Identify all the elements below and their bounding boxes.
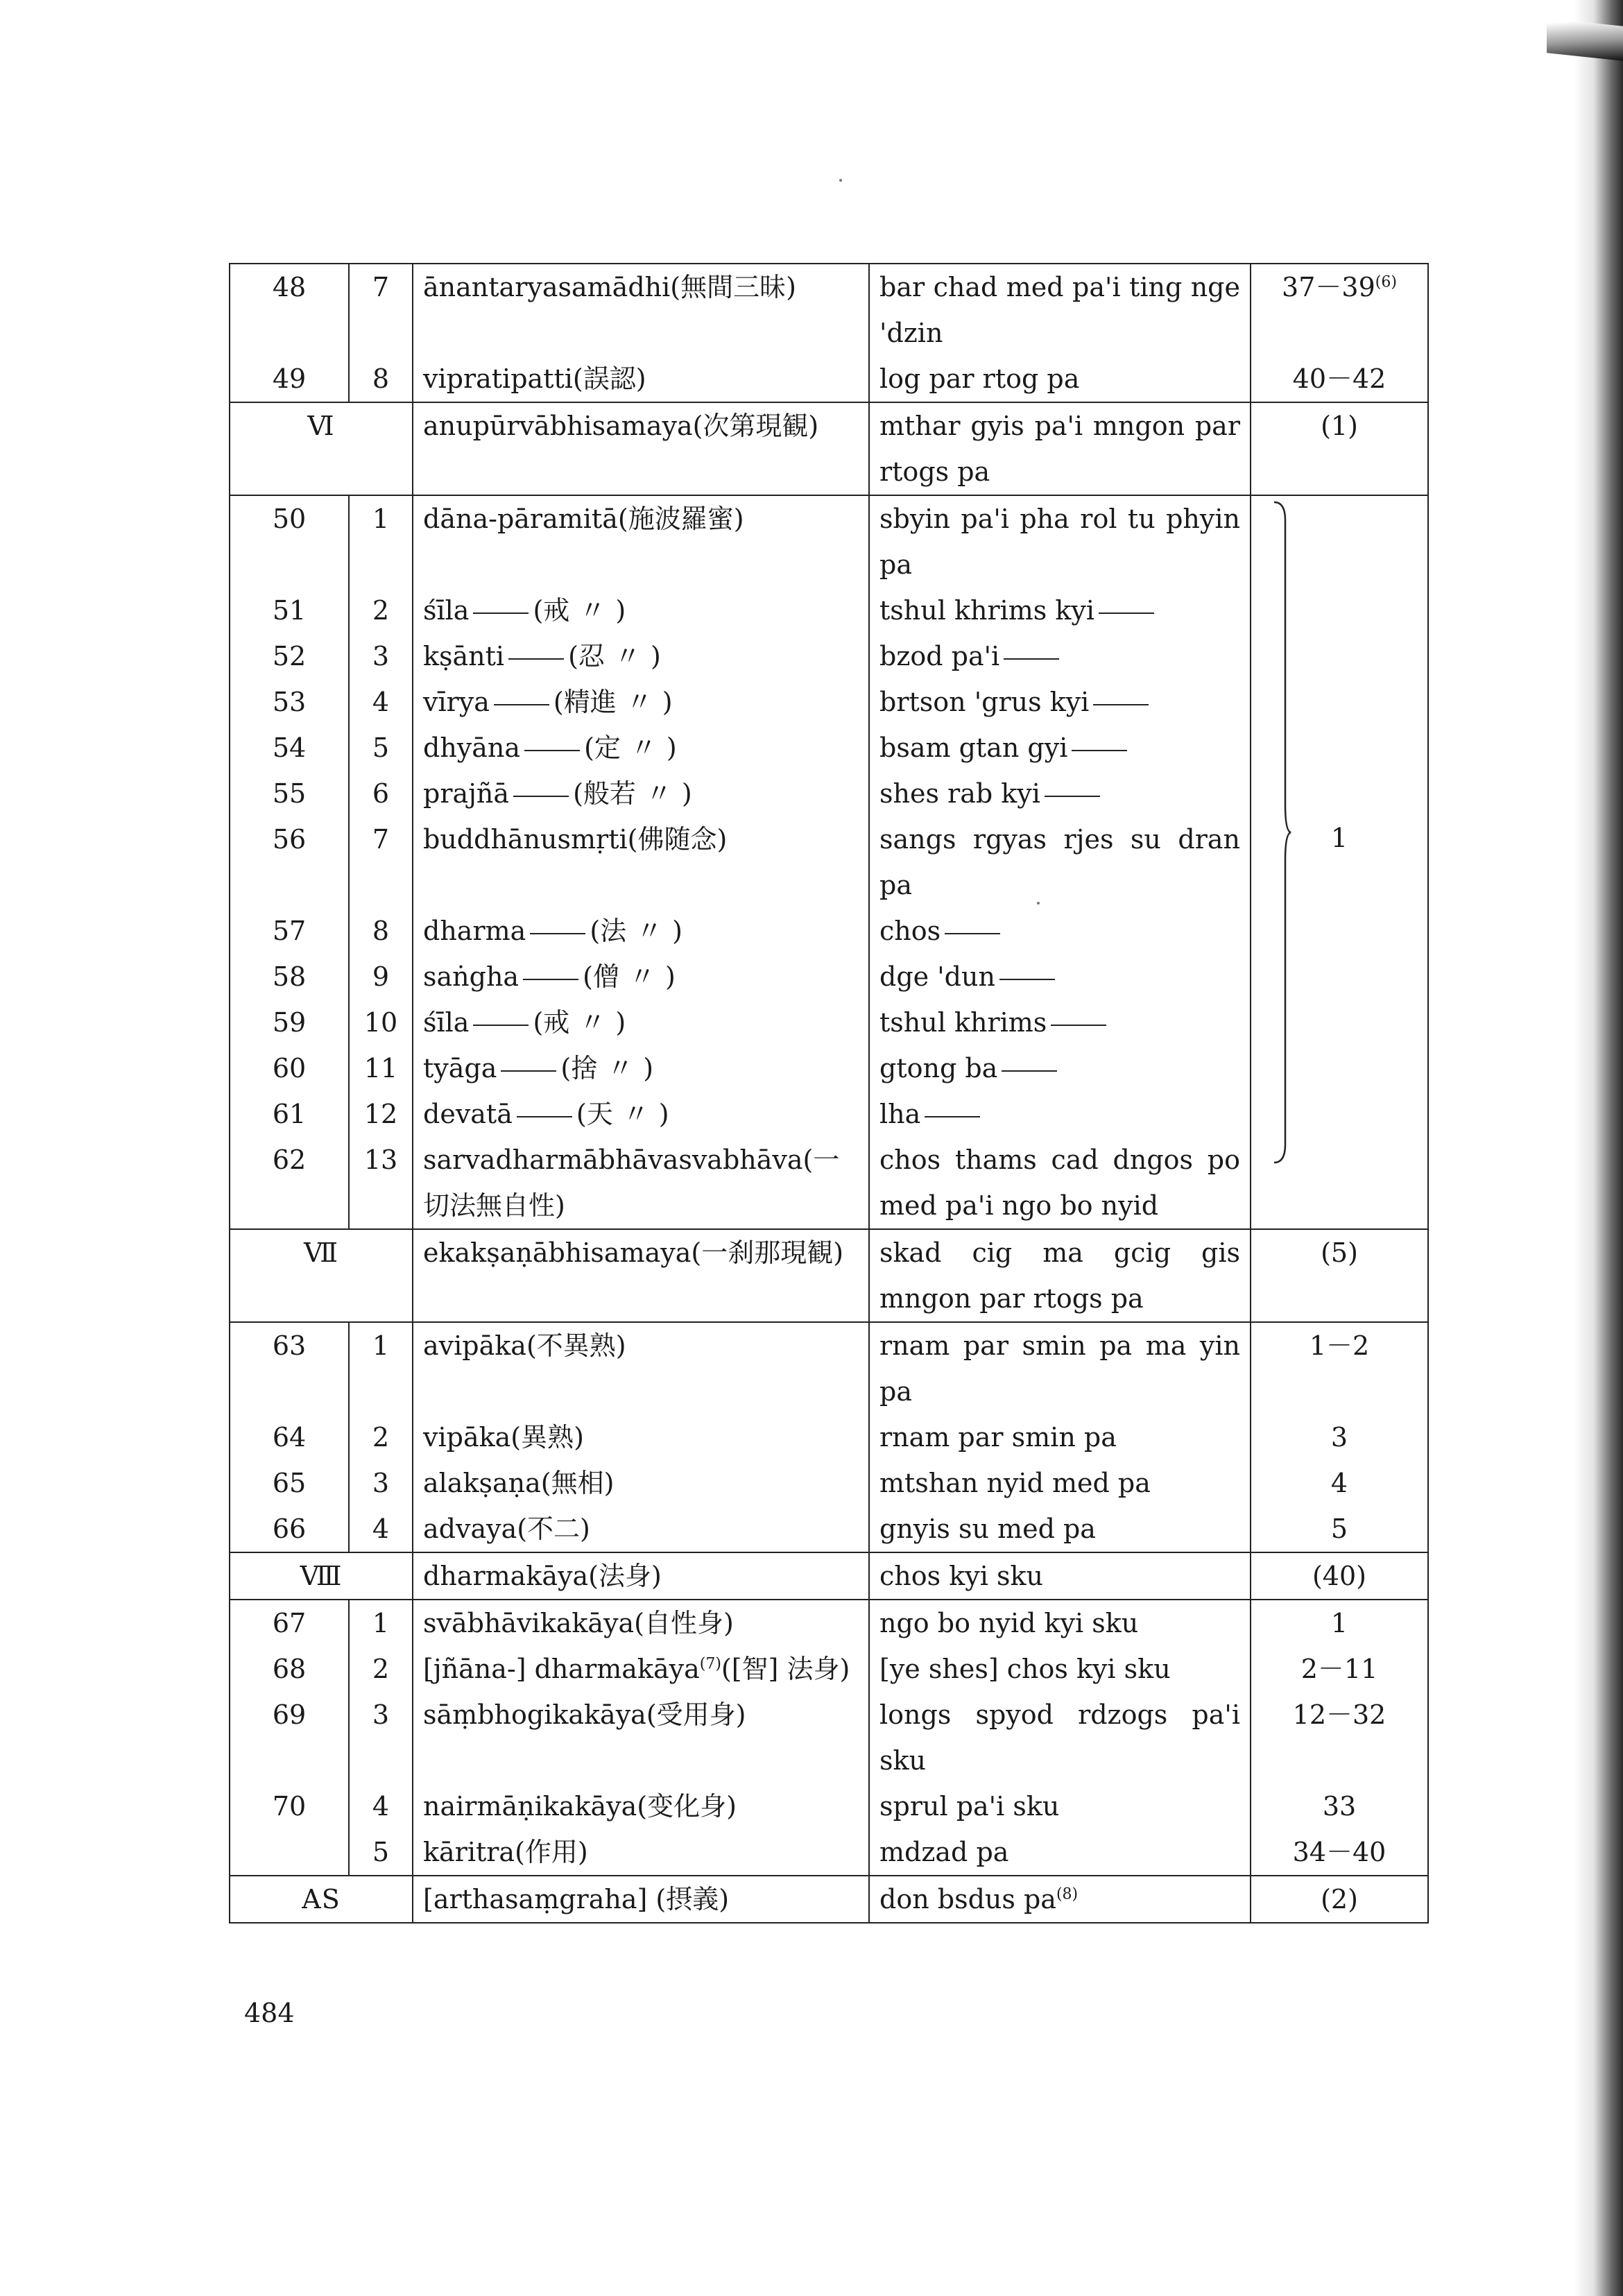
entry-number: 52 bbox=[230, 633, 349, 679]
entry-number bbox=[230, 1829, 349, 1876]
ditto-mark: 〃 bbox=[614, 641, 641, 671]
sub-number: 4 bbox=[349, 679, 413, 725]
tibetan-term: mdzad pa bbox=[869, 1829, 1251, 1876]
footnote-ref: (7) bbox=[699, 1655, 721, 1673]
ditto-mark: 〃 bbox=[607, 1053, 634, 1083]
repeat-dash bbox=[517, 1116, 572, 1117]
sanskrit-term bbox=[413, 725, 869, 771]
table-row bbox=[230, 264, 1428, 356]
japanese-gloss: (般若 bbox=[573, 778, 636, 809]
entry-number: 70 bbox=[230, 1783, 349, 1829]
table-row bbox=[230, 725, 1428, 771]
tibetan-term: mtshan nyid med pa bbox=[869, 1460, 1251, 1506]
table-row bbox=[230, 1506, 1428, 1552]
sanskrit-word: śīla bbox=[423, 595, 470, 626]
entry-number: 69 bbox=[230, 1692, 349, 1783]
tibetan-term: sprul pa'i sku bbox=[869, 1783, 1251, 1829]
entry-number: 61 bbox=[230, 1091, 349, 1137]
verse-ref: 12－32 bbox=[1251, 1692, 1428, 1783]
sanskrit-term bbox=[413, 1646, 869, 1692]
section-label: Ⅷ bbox=[230, 1552, 413, 1600]
sanskrit-word: vīrya bbox=[423, 687, 490, 717]
sub-number: 8 bbox=[349, 356, 413, 402]
tibetan-term bbox=[869, 679, 1251, 725]
sanskrit-term: buddhānusmṛti(佛随念) bbox=[413, 816, 869, 908]
sanskrit-term bbox=[413, 908, 869, 954]
verse-ref: 4 bbox=[1251, 1460, 1428, 1506]
sanskrit-term: vipāka(異熟) bbox=[413, 1414, 869, 1460]
footnote-ref: (8) bbox=[1056, 1885, 1079, 1903]
entry-number: 57 bbox=[230, 908, 349, 954]
sanskrit-term: anupūrvābhisamaya(次第現観) bbox=[413, 402, 869, 495]
tibetan-term bbox=[869, 771, 1251, 816]
sub-number: 7 bbox=[349, 264, 413, 356]
tibetan-word: brtson 'grus kyi bbox=[879, 687, 1090, 717]
verse-ref: 33 bbox=[1251, 1783, 1428, 1829]
sub-number: 1 bbox=[349, 1600, 413, 1646]
tibetan-word: shes rab kyi bbox=[879, 778, 1040, 809]
sub-number: 1 bbox=[349, 1322, 413, 1414]
group-ref-text: 1 bbox=[1330, 823, 1348, 853]
close-paren: ) bbox=[664, 961, 676, 992]
entry-number: 62 bbox=[230, 1137, 349, 1229]
sanskrit-term: alakṣaṇa(無相) bbox=[413, 1460, 869, 1506]
section-header-row bbox=[230, 402, 1428, 495]
tibetan-word: chos bbox=[879, 916, 941, 946]
repeat-dash bbox=[473, 612, 529, 614]
repeat-dash bbox=[1093, 704, 1149, 705]
tibetan-term: skad cig ma gcig gis mngon par rtogs pa bbox=[869, 1229, 1251, 1322]
tibetan-term bbox=[869, 633, 1251, 679]
table-row bbox=[230, 1000, 1428, 1045]
scan-speck bbox=[839, 179, 842, 182]
tibetan-word: gtong ba bbox=[879, 1053, 998, 1083]
sub-number: 7 bbox=[349, 816, 413, 908]
tibetan-term: rnam par smin pa bbox=[869, 1414, 1251, 1460]
sub-number: 6 bbox=[349, 771, 413, 816]
entry-number: 67 bbox=[230, 1600, 349, 1646]
sanskrit-term bbox=[413, 588, 869, 633]
tibetan-term: rnam par smin pa ma yin pa bbox=[869, 1322, 1251, 1414]
page-corner-fold bbox=[1547, 18, 1623, 61]
footnote-ref: (6) bbox=[1375, 273, 1397, 291]
repeat-dash bbox=[1045, 796, 1100, 797]
page-number: 484 bbox=[244, 1998, 295, 2028]
section-header-row bbox=[230, 1876, 1428, 1923]
sub-number: 1 bbox=[349, 495, 413, 588]
repeat-dash bbox=[1004, 658, 1059, 660]
sub-number: 10 bbox=[349, 1000, 413, 1045]
japanese-gloss: (定 bbox=[584, 733, 621, 763]
tibetan-term: ngo bo nyid kyi sku bbox=[869, 1600, 1251, 1646]
sanskrit-term bbox=[413, 1000, 869, 1045]
tibetan-word: tshul khrims kyi bbox=[879, 595, 1095, 626]
sanskrit-term: kāritra(作用) bbox=[413, 1829, 869, 1876]
sub-number: 4 bbox=[349, 1506, 413, 1552]
tibetan-term: [ye shes] chos kyi sku bbox=[869, 1646, 1251, 1692]
sub-number: 8 bbox=[349, 908, 413, 954]
ditto-mark: 〃 bbox=[622, 1099, 649, 1129]
tibetan-word: bzod pa'i bbox=[879, 641, 1000, 671]
entry-number: 49 bbox=[230, 356, 349, 402]
japanese-gloss: (捨 bbox=[560, 1053, 598, 1083]
japanese-gloss: (戒 bbox=[533, 1007, 570, 1038]
entry-number: 50 bbox=[230, 495, 349, 588]
sanskrit-term: dāna-pāramitā(施波羅蜜) bbox=[413, 495, 869, 588]
sanskrit-term bbox=[413, 633, 869, 679]
entry-number: 58 bbox=[230, 954, 349, 1000]
entry-number: 68 bbox=[230, 1646, 349, 1692]
correspondence-table bbox=[229, 263, 1429, 1924]
scan-edge-shadow bbox=[1574, 0, 1623, 2296]
repeat-dash bbox=[925, 1116, 980, 1117]
table-row bbox=[230, 816, 1428, 908]
repeat-dash bbox=[494, 704, 549, 705]
japanese-gloss: (忍 bbox=[568, 641, 605, 671]
repeat-dash bbox=[508, 658, 564, 660]
sanskrit-word: [jñāna-] dharmakāya bbox=[423, 1654, 700, 1684]
tibetan-term bbox=[869, 1000, 1251, 1045]
repeat-dash bbox=[523, 979, 578, 980]
repeat-dash bbox=[945, 933, 1000, 934]
tibetan-term bbox=[869, 725, 1251, 771]
sub-number: 5 bbox=[349, 725, 413, 771]
repeat-dash bbox=[513, 796, 569, 797]
ditto-mark: 〃 bbox=[628, 961, 655, 992]
verse-ref: 40－42 bbox=[1251, 356, 1428, 402]
entry-number: 54 bbox=[230, 725, 349, 771]
verse-ref: (40) bbox=[1251, 1552, 1428, 1600]
tibetan-word: bsam gtan gyi bbox=[879, 733, 1068, 763]
table-row bbox=[230, 1783, 1428, 1829]
sub-number: 13 bbox=[349, 1137, 413, 1229]
sub-number: 9 bbox=[349, 954, 413, 1000]
table-row bbox=[230, 1600, 1428, 1646]
tibetan-term: bar chad med pa'i ting nge 'dzin bbox=[869, 264, 1251, 356]
entry-number: 66 bbox=[230, 1506, 349, 1552]
tibetan-word: tshul khrims bbox=[879, 1007, 1047, 1038]
table-row bbox=[230, 1045, 1428, 1091]
sanskrit-term: ekakṣaṇābhisamaya(一刹那現観) bbox=[413, 1229, 869, 1322]
japanese-gloss: (戒 bbox=[533, 595, 570, 626]
tibetan-term: log par rtog pa bbox=[869, 356, 1251, 402]
tibetan-term bbox=[869, 1045, 1251, 1091]
table-row bbox=[230, 679, 1428, 725]
ditto-mark: 〃 bbox=[645, 778, 672, 809]
table-row bbox=[230, 1137, 1428, 1229]
sanskrit-word: dharma bbox=[423, 916, 526, 946]
section-label: Ⅵ bbox=[230, 402, 413, 495]
sanskrit-word: devatā bbox=[423, 1099, 513, 1129]
sanskrit-term: avipāka(不異熟) bbox=[413, 1322, 869, 1414]
japanese-gloss: (天 bbox=[576, 1099, 613, 1129]
tibetan-word: don bsdus pa bbox=[879, 1884, 1056, 1914]
verse-ref: 5 bbox=[1251, 1506, 1428, 1552]
table-row bbox=[230, 954, 1428, 1000]
sub-number: 3 bbox=[349, 1692, 413, 1783]
close-paren: ) bbox=[658, 1099, 669, 1129]
tibetan-term: gnyis su med pa bbox=[869, 1506, 1251, 1552]
verse-ref: (5) bbox=[1251, 1229, 1428, 1322]
entry-number: 63 bbox=[230, 1322, 349, 1414]
tibetan-term: chos kyi sku bbox=[869, 1552, 1251, 1600]
tibetan-term bbox=[869, 588, 1251, 633]
entry-number: 59 bbox=[230, 1000, 349, 1045]
repeat-dash bbox=[1002, 1070, 1057, 1072]
tibetan-term bbox=[869, 1091, 1251, 1137]
sanskrit-word: saṅgha bbox=[423, 961, 519, 992]
entry-number: 48 bbox=[230, 264, 349, 356]
verse-ref-text: 37－39 bbox=[1282, 272, 1375, 302]
repeat-dash bbox=[530, 933, 585, 934]
ditto-mark: 〃 bbox=[636, 916, 663, 946]
sub-number: 5 bbox=[349, 1829, 413, 1876]
close-paren: ) bbox=[615, 1007, 626, 1038]
sanskrit-term bbox=[413, 771, 869, 816]
repeat-dash bbox=[524, 750, 580, 751]
tibetan-term: chos thams cad dngos po med pa'i ngo bo nyid bbox=[869, 1137, 1251, 1229]
table-row bbox=[230, 495, 1428, 588]
sanskrit-term: svābhāvikakāya(自性身) bbox=[413, 1600, 869, 1646]
tibetan-term bbox=[869, 908, 1251, 954]
sanskrit-term bbox=[413, 954, 869, 1000]
sanskrit-word: śīla bbox=[423, 1007, 470, 1038]
sanskrit-term: [arthasaṃgraha] (摂義) bbox=[413, 1876, 869, 1923]
close-paren: ) bbox=[615, 595, 626, 626]
verse-ref: 34－40 bbox=[1251, 1829, 1428, 1876]
entry-number: 55 bbox=[230, 771, 349, 816]
table-row bbox=[230, 1322, 1428, 1414]
sub-number: 4 bbox=[349, 1783, 413, 1829]
tibetan-term bbox=[869, 954, 1251, 1000]
entry-number: 65 bbox=[230, 1460, 349, 1506]
japanese-gloss: ([智] 法身) bbox=[721, 1654, 850, 1684]
sanskrit-word: kṣānti bbox=[423, 641, 505, 671]
close-paren: ) bbox=[672, 916, 682, 946]
close-paren: ) bbox=[681, 778, 692, 809]
table-row bbox=[230, 1091, 1428, 1137]
section-label: AS bbox=[230, 1876, 413, 1923]
repeat-dash bbox=[501, 1070, 556, 1072]
table-row bbox=[230, 356, 1428, 402]
sub-number: 3 bbox=[349, 1460, 413, 1506]
table-row bbox=[230, 1414, 1428, 1460]
verse-ref: (2) bbox=[1251, 1876, 1428, 1923]
table-row bbox=[230, 633, 1428, 679]
table-row bbox=[230, 908, 1428, 954]
table-row bbox=[230, 1829, 1428, 1876]
table-row bbox=[230, 1646, 1428, 1692]
sub-number: 2 bbox=[349, 1414, 413, 1460]
close-paren: ) bbox=[662, 687, 673, 717]
ditto-mark: 〃 bbox=[579, 595, 606, 626]
sanskrit-term: vipratipatti(誤認) bbox=[413, 356, 869, 402]
section-label: Ⅶ bbox=[230, 1229, 413, 1322]
repeat-dash bbox=[999, 979, 1055, 980]
ditto-mark: 〃 bbox=[630, 733, 657, 763]
repeat-dash bbox=[1099, 612, 1154, 614]
tibetan-word: dge 'dun bbox=[879, 961, 995, 992]
sub-number: 2 bbox=[349, 1646, 413, 1692]
verse-ref bbox=[1251, 264, 1428, 356]
verse-ref: 3 bbox=[1251, 1414, 1428, 1460]
section-header-row bbox=[230, 1552, 1428, 1600]
sanskrit-term: ānantaryasamādhi(無間三昧) bbox=[413, 264, 869, 356]
entry-number: 60 bbox=[230, 1045, 349, 1091]
sanskrit-word: tyāga bbox=[423, 1053, 497, 1083]
sub-number: 12 bbox=[349, 1091, 413, 1137]
entry-number: 53 bbox=[230, 679, 349, 725]
repeat-dash bbox=[1072, 750, 1127, 751]
entry-number: 56 bbox=[230, 816, 349, 908]
ditto-mark: 〃 bbox=[579, 1007, 606, 1038]
ditto-mark: 〃 bbox=[626, 687, 653, 717]
sanskrit-term: sāṃbhogikakāya(受用身) bbox=[413, 1692, 869, 1783]
japanese-gloss: (精進 bbox=[553, 687, 617, 717]
table-row bbox=[230, 588, 1428, 633]
sanskrit-term: sarvadharmābhāvasvabhāva(一切法無自性) bbox=[413, 1137, 869, 1229]
tibetan-term: longs spyod rdzogs pa'i sku bbox=[869, 1692, 1251, 1783]
japanese-gloss: (僧 bbox=[583, 961, 619, 992]
sanskrit-term bbox=[413, 1091, 869, 1137]
sub-number: 3 bbox=[349, 633, 413, 679]
sanskrit-term bbox=[413, 1045, 869, 1091]
tibetan-word: lha bbox=[879, 1099, 921, 1129]
entry-number: 64 bbox=[230, 1414, 349, 1460]
table-row bbox=[230, 1692, 1428, 1783]
verse-ref: (1) bbox=[1251, 402, 1428, 495]
repeat-dash bbox=[1051, 1025, 1106, 1026]
japanese-gloss: (法 bbox=[590, 916, 627, 946]
tibetan-term: mthar gyis pa'i mngon par rtogs pa bbox=[869, 402, 1251, 495]
tibetan-term: sbyin pa'i pha rol tu phyin pa bbox=[869, 495, 1251, 588]
table-row bbox=[230, 1460, 1428, 1506]
sanskrit-term: advaya(不二) bbox=[413, 1506, 869, 1552]
sanskrit-term: dharmakāya(法身) bbox=[413, 1552, 869, 1600]
tibetan-term: sangs rgyas rjes su dran pa bbox=[869, 816, 1251, 908]
section-header-row bbox=[230, 1229, 1428, 1322]
close-paren: ) bbox=[650, 641, 661, 671]
verse-ref: 1－2 bbox=[1251, 1322, 1428, 1414]
close-paren: ) bbox=[643, 1053, 654, 1083]
table-row bbox=[230, 771, 1428, 816]
sub-number: 2 bbox=[349, 588, 413, 633]
sanskrit-word: dhyāna bbox=[423, 733, 521, 763]
close-paren: ) bbox=[666, 733, 677, 763]
tibetan-term bbox=[869, 1876, 1251, 1923]
sanskrit-term bbox=[413, 679, 869, 725]
sub-number: 11 bbox=[349, 1045, 413, 1091]
verse-ref: 2－11 bbox=[1251, 1646, 1428, 1692]
grouping-brace bbox=[1271, 499, 1292, 1165]
entry-number: 51 bbox=[230, 588, 349, 633]
sanskrit-term: nairmāṇikakāya(变化身) bbox=[413, 1783, 869, 1829]
verse-ref: 1 bbox=[1251, 1600, 1428, 1646]
sanskrit-word: prajñā bbox=[423, 778, 510, 809]
repeat-dash bbox=[473, 1025, 529, 1026]
